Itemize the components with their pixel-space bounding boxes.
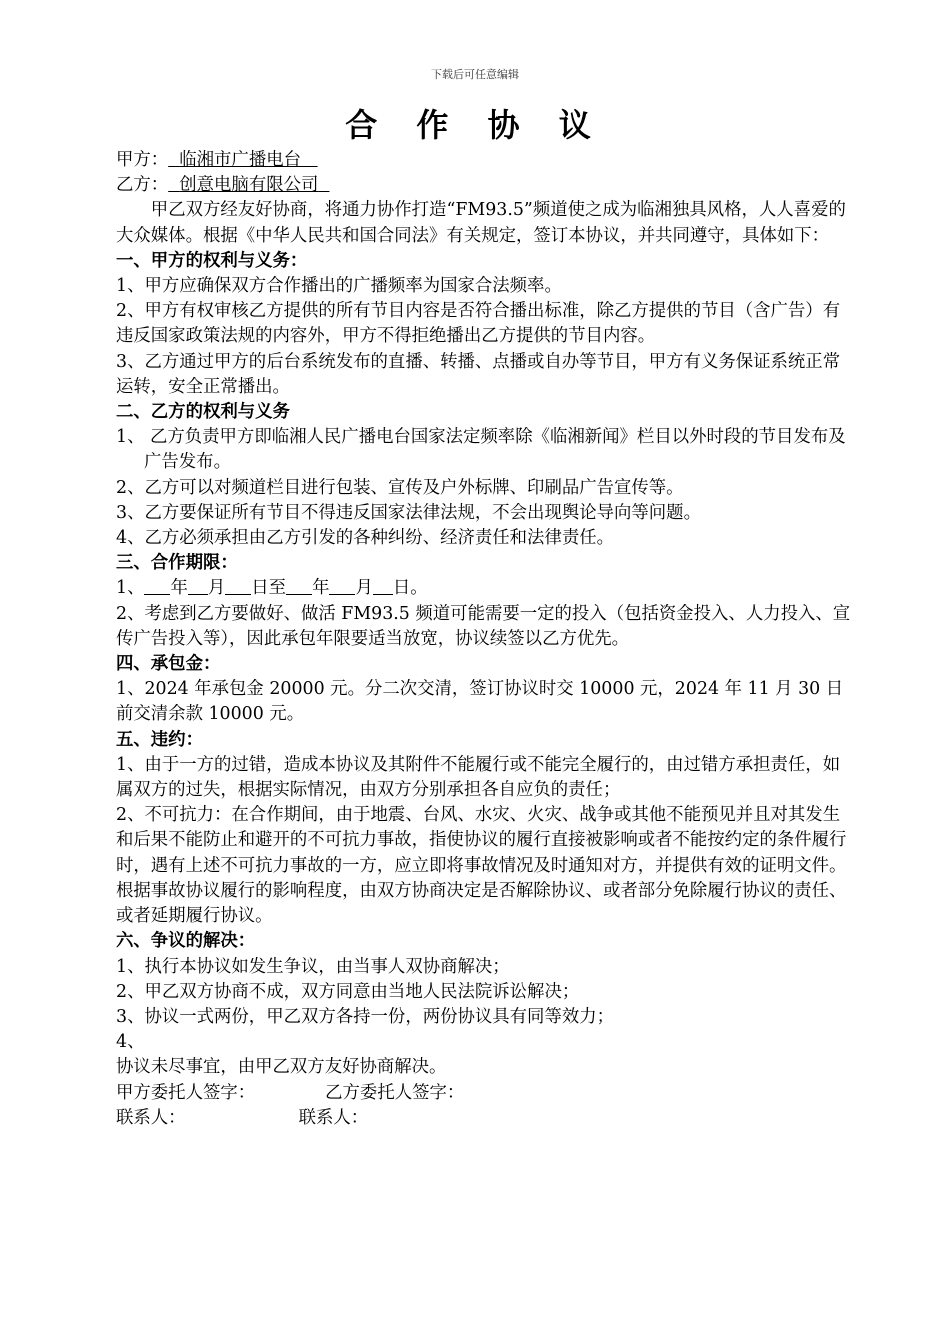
contact-row [116, 1106, 856, 1131]
section-3-item: 2、考虑到乙方要做好、做活 FM93.5 频道可能需要一定的投入（包括资金投入、人力投入、宣传广告投入等），因此承包年限要适当放宽，协议续签以乙方优先。 [116, 603, 851, 649]
document-body [116, 148, 856, 1131]
section-6-item: 4、 [116, 1032, 145, 1053]
blank-field[interactable] [225, 576, 251, 595]
header-note: 下载后可任意编辑 [431, 68, 519, 81]
closing-line: 协议未尽事宜，由甲乙双方友好协商解决。 [116, 1057, 447, 1078]
party-a-signer-label: 甲方委托人签字： [116, 1082, 256, 1103]
section-2-item: 3、乙方要保证所有节目不得违反国家法律法规，不会出现舆论导向等问题。 [116, 502, 701, 523]
section-6-heading: 六、争议的解决： [116, 931, 256, 952]
section-5-heading: 五、违约： [116, 729, 203, 750]
party-a-name: 临湘市广播电台 [179, 150, 301, 170]
blank-field[interactable] [144, 576, 170, 595]
section-2-heading: 二、乙方的权利与义务 [116, 402, 290, 423]
section-5-item: 1、由于一方的过错，造成本协议及其附件不能履行或不能完全履行的，由过错方承担责任，如属双方的过失，根据实际情况，由双方分别承担各自应负的责任； [116, 754, 841, 801]
party-b-contact-label: 联系人： [298, 1107, 369, 1128]
section-6-item: 2、甲乙双方协商不成，双方同意由当地人民法院诉讼解决； [116, 981, 580, 1002]
blank-field[interactable] [329, 576, 355, 595]
section-4-heading: 四、承包金： [116, 654, 221, 675]
section-4-item: 1、2024 年承包金 20000 元。分二次交清，签订协议时交 10000 元，2024 年 11 月 30 日前交清余款 10000 元。 [116, 679, 844, 725]
term-date-line: 1、 年 月 日至 年 月 日。 [116, 578, 428, 599]
section-3-heading: 三、合作期限： [116, 553, 238, 574]
blank-field[interactable] [188, 576, 208, 595]
section-1-item: 2、甲方有权审核乙方提供的所有节目内容是否符合播出标准，除乙方提供的节目（含广告）有违反国家政策法规的内容外，甲方不得拒绝播出乙方提供的节目内容。 [116, 301, 841, 347]
section-1-heading: 一、甲方的权利与义务： [116, 250, 308, 271]
blank-field[interactable] [286, 576, 312, 595]
blank-field[interactable] [373, 576, 393, 595]
signature-row [116, 1081, 856, 1106]
party-a-label: 甲方： [116, 150, 169, 170]
section-5-item: 2、不可抗力：在合作期间，由于地震、台风、水灾、火灾、战争或其他不能预见并且对其发生和后果不能防止和避开的不可抗力事故，指使协议的履行直接被影响或者不能按约定的条件履行时，遇有上述不可抗力事故的一方，应立即将事故情况及时通知对方，并提供有效的证明文件。根据事故协议履行的影响程度，由双方协商决定是否解除协议、或者部分免除履行协议的责任、或者延期履行协议。 [116, 805, 847, 927]
party-b-name: 创意电脑有限公司 [179, 175, 319, 196]
party-b-signer-label: 乙方委托人签字： [325, 1082, 465, 1103]
section-6-item: 3、协议一式两份，甲乙双方各持一份，两份协议具有同等效力； [116, 1006, 615, 1027]
intro-paragraph: 甲乙双方经友好协商，将通力协作打造“FM93.5”频道使之成为临湘独具风格，人人喜爱的大众媒体。根据《中华人民共和国合同法》有关规定，签订本协议，并共同遵守，具体如下： [116, 200, 846, 246]
section-6-item: 1、执行本协议如发生争议，由当事人双协商解决； [116, 956, 510, 977]
section-2-item: 4、乙方必须承担由乙方引发的各种纠纷、经济责任和法律责任。 [116, 528, 615, 549]
party-a-contact-label: 联系人： [116, 1107, 186, 1128]
section-1-item: 1、甲方应确保双方合作播出的广播频率为国家合法频率。 [116, 276, 562, 297]
document-title: 合 作 协 议 [345, 106, 605, 144]
section-1-item: 3、乙方通过甲方的后台系统发布的直播、转播、点播或自办等节目，甲方有义务保证系统正常运转，安全正常播出。 [116, 351, 841, 397]
section-2-item: 1、 乙方负责甲方即临湘人民广播电台国家法定频率除《临湘新闻》栏目以外时段的节目发布及广告发布。 [116, 427, 846, 473]
section-2-item: 2、乙方可以对频道栏目进行包装、宣传及户外标牌、印刷品广告宣传等。 [116, 477, 684, 498]
party-b-line [116, 173, 856, 198]
party-b-label: 乙方： [116, 175, 169, 196]
party-a-line [116, 148, 856, 173]
